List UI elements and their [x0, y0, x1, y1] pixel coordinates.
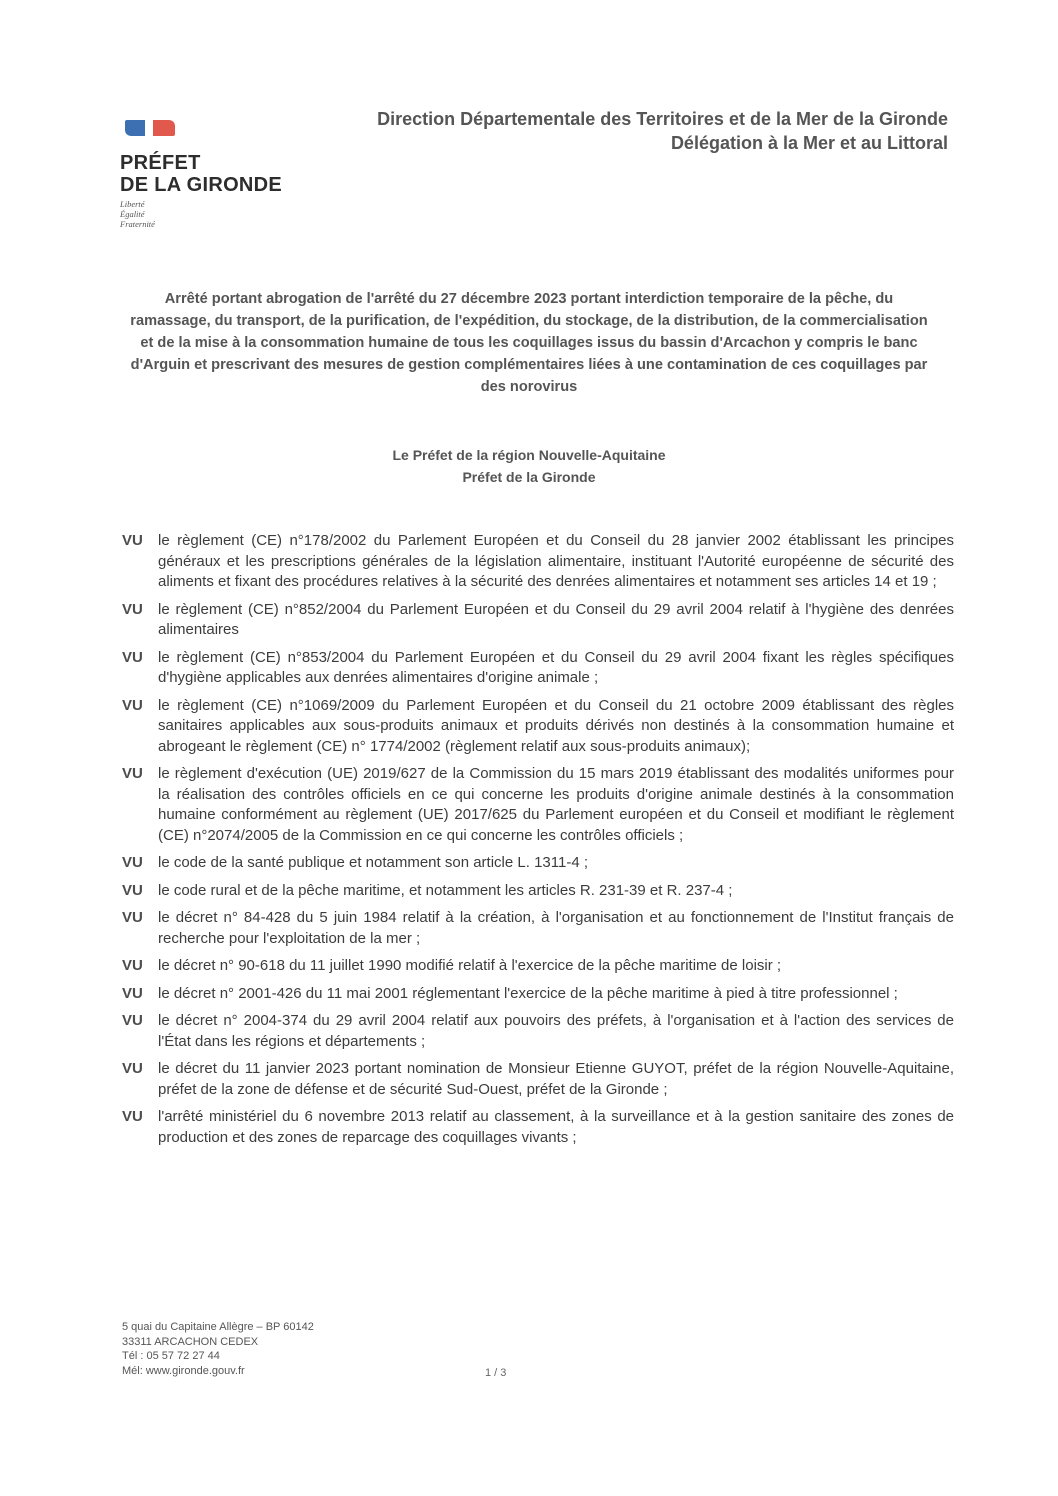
prefect-department: Préfet de la Gironde	[462, 469, 596, 485]
department-name: Direction Départementale des Territoires et de la Mer de la Gironde	[377, 109, 948, 129]
issuing-department	[377, 107, 948, 155]
visa-item	[122, 764, 954, 846]
visa-label: VU	[122, 957, 143, 974]
visa-item	[122, 956, 954, 977]
visa-item	[122, 600, 954, 641]
visa-item	[122, 984, 954, 1005]
logo-line-1: PRÉFET	[120, 152, 201, 174]
page-number: 1 / 3	[485, 1367, 507, 1379]
visa-label: VU	[122, 600, 143, 618]
visa-label: VU	[122, 1060, 143, 1077]
motto-fraternite: Fraternité	[120, 219, 155, 229]
visa-label: VU	[122, 909, 143, 926]
visa-label: VU	[122, 696, 143, 714]
visa-item	[122, 853, 954, 874]
visa-text: le règlement d'exécution (UE) 2019/627 de la Commission du 15 mars 2019 établissant des modalités uniformes pour la réalisation des contrôles officiels en ce qui concerne les produits d'origine animale destinés à la consommation humaine conformément au règlement (UE) 2017/625 du Parlement européen et du Conseil et modifiant le règlement (CE) n°2074/2005 de la Commission en ce qui concerne les contrôles officiels ;	[158, 765, 954, 844]
visa-text: le règlement (CE) n°178/2002 du Parlement Européen et du Conseil du 28 janvier 2002 établissant les principes généraux et les prescriptions générales de la législation alimentaire, instituant l'Autorité européenne de sécurité des aliments et fixant des procédures relatives à la sécurité des denrées alimentaires et notamment ses articles 14 et 19 ;	[158, 532, 954, 590]
visa-label: VU	[122, 765, 143, 782]
visa-text: le règlement (CE) n°852/2004 du Parlement Européen et du Conseil du 29 avril 2004 relatif à l'hygiène des denrées alimentaires	[158, 600, 954, 638]
visa-item	[122, 696, 954, 758]
logo-line-2: DE LA GIRONDE	[120, 174, 283, 196]
visa-label: VU	[122, 532, 143, 549]
visa-item	[122, 1107, 954, 1148]
visa-label: VU	[122, 1108, 143, 1125]
visa-text: le règlement (CE) n°853/2004 du Parlement Européen et du Conseil du 29 avril 2004 fixant les règles spécifiques d'hygiène applicables aux denrées alimentaires d'origine animale ;	[158, 648, 954, 686]
visa-text: le décret n° 2001-426 du 11 mai 2001 réglementant l'exercice de la pêche maritime à pied à titre professionnel ;	[158, 984, 898, 1002]
footer-phone: Tél : 05 57 72 27 44	[122, 1350, 220, 1362]
visa-text: le décret n° 2004-374 du 29 avril 2004 relatif aux pouvoirs des préfets, à l'organisation et à l'action des services de l'État dans les régions et départements ;	[158, 1012, 954, 1050]
visa-label: VU	[122, 854, 143, 871]
visa-item	[122, 1059, 954, 1100]
visa-text: le règlement (CE) n°1069/2009 du Parlement Européen et du Conseil du 21 octobre 2009 établissant des règles sanitaires applicables aux sous-produits animaux et produits dérivés non destinés à la consommation humaine et abrogeant le règlement (CE) n° 1774/2002 (règlement relatif aux sous-produits animaux);	[158, 696, 954, 755]
visa-item	[122, 881, 954, 902]
footer-website: Mél: www.gironde.gouv.fr	[122, 1364, 245, 1377]
marianne-flag-icon	[125, 120, 185, 138]
footer-street: 5 quai du Capitaine Allègre – BP 60142	[122, 1321, 314, 1333]
prefect-region: Le Préfet de la région Nouvelle-Aquitaine	[392, 447, 666, 463]
visa-item	[122, 908, 954, 949]
visas-list	[122, 531, 954, 1155]
delegation-name: Délégation à la Mer et au Littoral	[670, 133, 948, 153]
republic-motto	[120, 199, 320, 229]
visa-text: l'arrêté ministériel du 6 novembre 2013 relatif au classement, à la surveillance et à la gestion sanitaire des zones de production et des zones de reparcage des coquillages vivants ;	[158, 1108, 954, 1146]
visa-label: VU	[122, 984, 143, 1002]
visa-text: le code de la santé publique et notamment son article L. 1311-4 ;	[158, 854, 588, 871]
visa-label: VU	[122, 1012, 143, 1029]
motto-liberte: Liberté	[120, 199, 145, 209]
visa-text: le code rural et de la pêche maritime, et notamment les articles R. 231-39 et R. 237-4 ;	[158, 881, 733, 899]
decree-title: Arrêté portant abrogation de l'arrêté du 27 décembre 2023 portant interdiction temporaire de la pêche, du ramassage, du transport, de la purification, de l'expédition, du stockage, de la distribution, de la commercialisation et de la mise à la consommation humaine de tous les coquillages issus du bassin d'Arcachon y compris le banc d'Arguin et prescrivant des mesures de gestion complémentaires liées à une contamination de ces coquillages par des norovirus	[130, 291, 928, 395]
footer-city: 33311 ARCACHON CEDEX	[122, 1335, 259, 1348]
prefect-heading	[125, 444, 933, 488]
prefecture-logo	[120, 120, 320, 229]
motto-egalite: Égalité	[120, 209, 145, 219]
visa-item	[122, 531, 954, 593]
visa-text: le décret du 11 janvier 2023 portant nomination de Monsieur Etienne GUYOT, préfet de la région Nouvelle-Aquitaine, préfet de la zone de défense et de sécurité Sud-Ouest, préfet de la Gironde ;	[158, 1060, 954, 1098]
visa-item	[122, 1011, 954, 1052]
visa-item	[122, 648, 954, 689]
visa-text: le décret n° 84-428 du 5 juin 1984 relatif à la création, à l'organisation et au fonctionnement de l'Institut français de recherche pour l'exploitation de la mer ;	[158, 909, 954, 947]
footer-address	[122, 1320, 314, 1378]
visa-text: le décret n° 90-618 du 11 juillet 1990 modifié relatif à l'exercice de la pêche maritime de loisir ;	[158, 957, 782, 974]
visa-label: VU	[122, 881, 143, 899]
visa-label: VU	[122, 648, 143, 666]
logo-title	[120, 152, 320, 196]
